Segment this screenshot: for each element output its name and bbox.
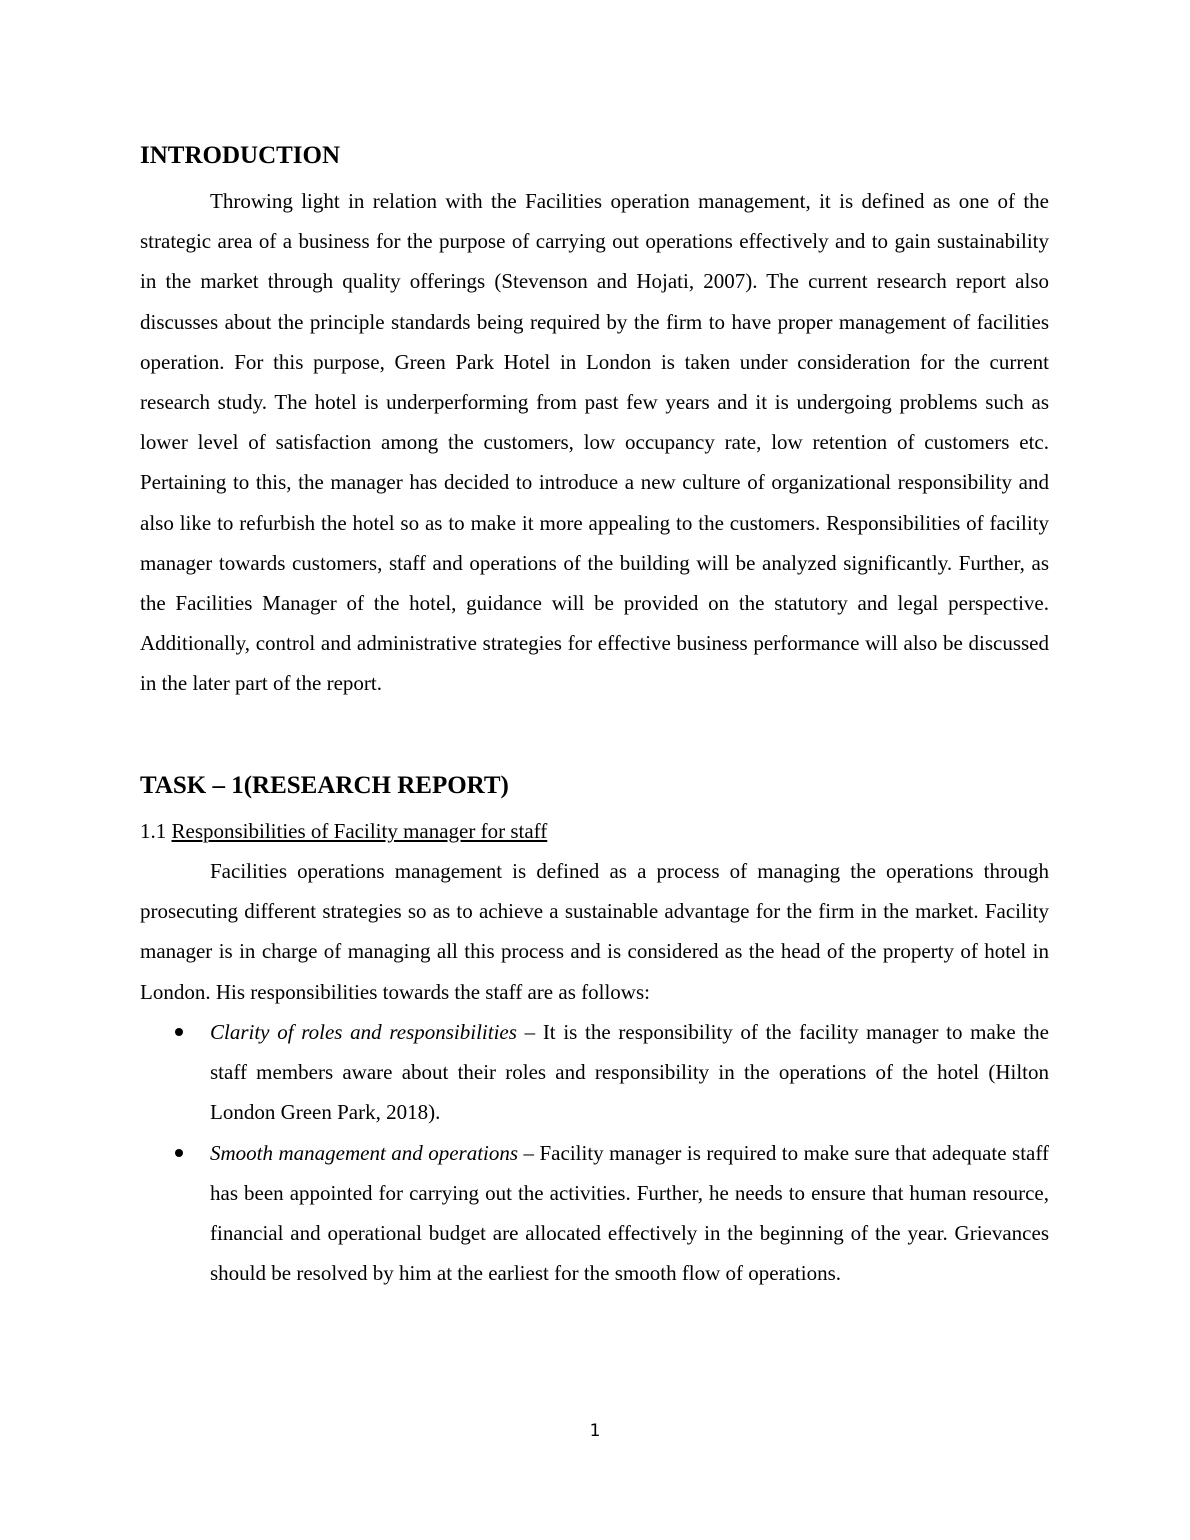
bullet-term: Clarity of roles and responsibilities <box>210 1020 517 1044</box>
task1-heading: TASK – 1(RESEARCH REPORT) <box>140 772 509 799</box>
list-item <box>140 1133 1049 1294</box>
list-item <box>140 1012 1049 1133</box>
bullet-icon <box>175 1028 183 1036</box>
introduction-paragraph: Throwing light in relation with the Facilities operation management, it is defined as one of the strategic area of a business for the purpose of carrying out operations effectively and to gain sustainability in the market through quality offerings (Stevenson and Hojati, 2007). The current research report also discusses about the principle standards being required by the firm to have proper management of facilities operation. For this purpose, Green Park Hotel in London is taken under consideration for the current research study. The hotel is underperforming from past few years and it is undergoing problems such as lower level of satisfaction among the customers, low occupancy rate, low retention of customers etc. Pertaining to this, the manager has decided to introduce a new culture of organizational responsibility and also like to refurbish the hotel so as to make it more appealing to the customers. Responsibilities of facility manager towards customers, staff and operations of the building will be analyzed significantly. Further, as the Facilities Manager of the hotel, guidance will be provided on the statutory and legal perspective. Additionally, control and administrative strategies for effective business performance will also be discussed in the later part of the report. <box>140 189 1049 696</box>
introduction-heading: INTRODUCTION <box>140 142 341 169</box>
bullet-term: Smooth management and operations <box>210 1140 519 1165</box>
bullet-text: – It is the responsibility of the facility manager to make the staff members aware about their roles and responsibility in the operations of the hotel (Hilton London Green Park, 2018). <box>210 1020 1049 1125</box>
task1-paragraph: Facilities operations management is defined as a process of managing the operations through prosecuting different strategies so as to achieve a sustainable advantage for the firm in the market. Facility manager is in charge of managing all this process and is considered as the head of the property of hotel in London. His responsibilities towards the staff are as follows: <box>140 859 1049 1004</box>
bullet-text: – Facility manager is required to make sure that adequate staff has been appointed for carrying out the activities. Further, he needs to ensure that human resource, financial and operational budget are allocated effectively in the beginning of the year. Grievances should be resolved by him at the earliest for the smooth flow of operations. <box>210 1140 1049 1286</box>
responsibilities-list <box>140 1012 1049 1293</box>
section-title: Responsibilities of Facility manager for staff <box>171 819 548 843</box>
section-heading <box>140 815 547 847</box>
bullet-icon <box>175 1149 183 1157</box>
section-number: 1.1 <box>140 819 167 843</box>
page-number: 1 <box>589 1421 601 1441</box>
